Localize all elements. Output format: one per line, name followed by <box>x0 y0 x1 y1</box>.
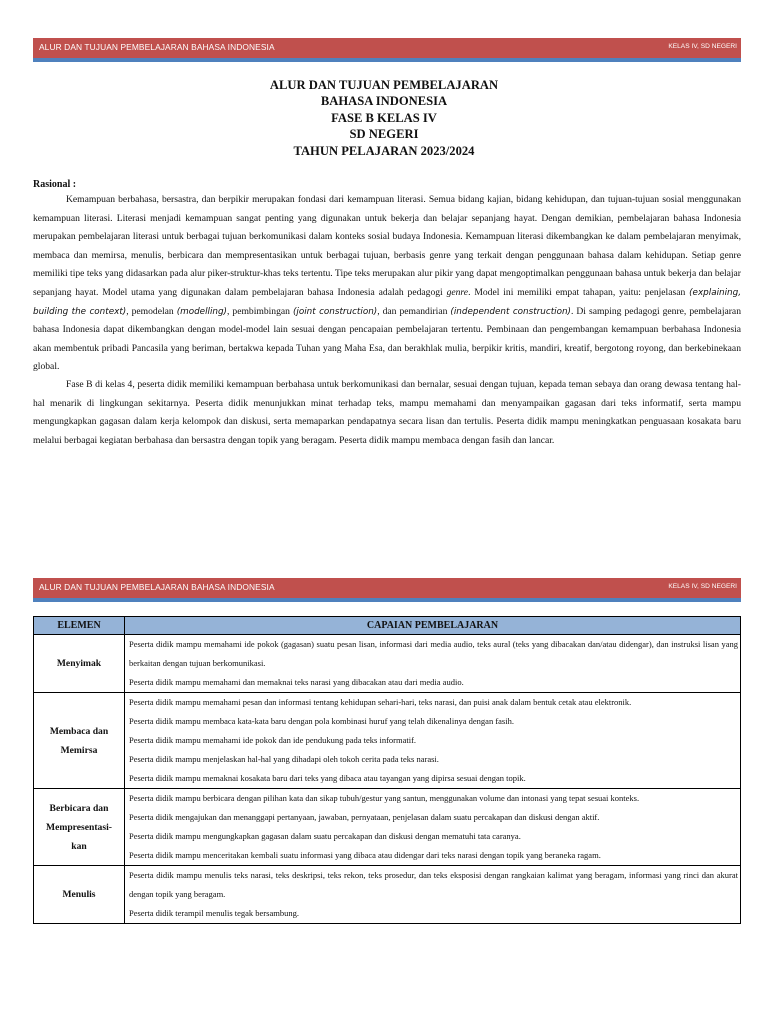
element-name: kan <box>71 840 87 852</box>
capaian-item: Peserta didik mampu memahami ide pokok dan ide pendukung pada teks informatif. <box>129 735 417 745</box>
col-header-capaian: CAPAIAN PEMBELAJARAN <box>125 617 741 635</box>
element-name: Mempresentasi- <box>46 821 112 833</box>
p1-text-d: , pembimbingan <box>227 305 290 317</box>
capaian-item: Peserta didik mampu memahami ide pokok (gagasan) suatu pesan lisan, informasi dari media audio, teks aural (teks yang dibacakan dan/atau didengar), dan instruksi lisan yang berkaitan dengan tujuan berkomunikasi. <box>129 639 738 668</box>
element-cell <box>34 635 125 693</box>
capaian-cell <box>125 635 741 693</box>
element-name: Memirsa <box>60 744 98 756</box>
rasional-heading: Rasional : <box>33 179 77 190</box>
rasional-paragraph-1 <box>33 191 741 377</box>
capaian-item: Peserta didik mengajukan dan menanggapi pertanyaan, jawaban, pernyataan, penjelasan dalam suatu percakapan dan diskusi dengan aktif. <box>129 812 600 822</box>
element-cell <box>34 693 125 789</box>
p1-italic-3: (joint construction) <box>292 306 378 317</box>
col-header-elemen: ELEMEN <box>34 617 125 635</box>
table-row-berbicara <box>34 789 741 866</box>
capaian-item: Peserta didik mampu mengungkapkan gagasan dalam suatu percakapan dan diskusi dengan mematuhi tata caranya. <box>129 831 521 841</box>
element-name: Berbicara dan <box>49 802 109 814</box>
header-underline <box>33 58 741 62</box>
p1-text-f: . Di samping pedagogi genre, pembelajaran bahasa Indonesia dapat dikembangkan dengan model-model lain sesuai dengan pencapaian pembelajaran tertentu. Pembinaan dan pengembangan kemampuan berbahasa Indonesia akan membentuk pribadi Pancasila yang beriman, bertakwa kepada Tuhan yang Maha Esa, dan berakhlak mulia, berpikir kritis, mandiri, kreatif, bergotong royong, dan berkebinekaan global. <box>33 305 741 373</box>
p1-italic-2: (modelling) <box>176 306 227 317</box>
title-line-4: SD NEGERI <box>349 127 419 142</box>
capaian-item: Peserta didik terampil menulis tegak bersambung. <box>129 908 299 918</box>
p1-text-c: , pemodelan <box>126 305 174 317</box>
p1-italic-4: (independent construction) <box>450 306 571 317</box>
page-header-band <box>33 38 741 58</box>
capaian-item: Peserta didik mampu menceritakan kembali suatu informasi yang dibaca atau didengar dari teks narasi dengan topik yang beraneka ragam. <box>129 850 601 860</box>
capaian-table <box>33 616 741 924</box>
p1-text-a: Kemampuan berbahasa, bersastra, dan berpikir merupakan fondasi dari kemampuan literasi. Semua bidang kajian, bidang kehidupan, dan tujuan-tujuan sosial menggunakan kemampuan literasi. Literasi menjadi kemampuan sangat penting yang digunakan untuk bekerja dan belajar sepanjang hayat. Dengan demikian, pembelajaran bahasa Indonesia merupakan pembelajaran literasi untuk berbagai tujuan berkomunikasi dalam konteks sosial budaya Indonesia. Kemampuan literasi dikembangkan ke dalam pembelajaran menyimak, membaca dan memirsa, menulis, berbicara dan mempresentasikan untuk berbagai tujuan, berbasis genre yang terkait dengan penggunaan bahasa dalam kehidupan. Setiap genre memiliki tipe teks yang didasarkan pada alur piker-struktur-khas teks tertentu. Tipe teks merupakan alur pikir yang dapat mengoptimalkan penggunaan bahasa untuk bekerja dan belajar sepanjang hayat. Model utama yang digunakan dalam pembelajaran bahasa Indonesia adalah pedagogi <box>33 194 741 298</box>
p1-italic-1: (explaining, building the context) <box>33 287 742 317</box>
capaian-item: Peserta didik mampu memaknai kosakata baru dari teks yang dibaca atau tayangan yang dipirsa sesuai dengan topik. <box>129 773 526 783</box>
page-header-band-2 <box>33 578 741 598</box>
capaian-item: Peserta didik mampu memahami dan memaknai teks narasi yang dibacakan atau dari media audio. <box>129 677 464 687</box>
title-line-1: ALUR DAN TUJUAN PEMBELAJARAN <box>269 78 499 92</box>
header-underline-2 <box>33 598 741 602</box>
document-title <box>0 77 768 159</box>
capaian-cell <box>125 789 741 866</box>
header-class-2: KELAS IV, SD NEGERI <box>668 583 737 590</box>
table-header-row <box>34 617 741 635</box>
capaian-item: Peserta didik mampu membaca kata-kata baru dengan pola kombinasi huruf yang telah dikenalinya dengan fasih. <box>129 716 514 726</box>
element-name: Menulis <box>62 889 96 900</box>
capaian-cell <box>125 693 741 789</box>
capaian-item: Peserta didik mampu berbicara dengan pilihan kata dan sikap tubuh/gestur yang santun, menggunakan volume dan intonasi yang tepat sesuai konteks. <box>129 793 640 803</box>
element-cell <box>34 866 125 924</box>
capaian-item: Peserta didik mampu memahami pesan dan informasi tentang kehidupan sehari-hari, teks narasi, dan puisi anak dalam bentuk cetak atau elektronik. <box>129 697 632 707</box>
element-cell <box>34 789 125 866</box>
title-line-3: FASE B KELAS IV <box>331 110 437 125</box>
title-line-2: BAHASA INDONESIA <box>320 94 448 109</box>
header-title: ALUR DAN TUJUAN PEMBELAJARAN BAHASA INDONESIA <box>39 42 275 52</box>
rasional-paragraph-2: Fase B di kelas 4, peserta didik memiliki kemampuan berbahasa untuk berkomunikasi dan bernalar, sesuai dengan tujuan, kepada teman sebaya dan orang dewasa tentang hal-hal menarik di lingkungan sekitarnya. Peserta didik menunjukkan minat terhadap teks, mampu memahami dan menyampaikan gagasan dari teks informatif, serta mampu mengungkapkan gagasan dalam kerja kelompok dan diskusi, serta memaparkan pendapatnya secara lisan dan tertulis. Peserta didik mampu meningkatkan penguasaan kosakata baru melalui berbagai kegiatan berbahasa dan bersastra dengan topik yang beragam. Peserta didik mampu membaca dengan fasih dan lancar. <box>33 379 741 446</box>
element-name: Membaca dan <box>49 725 109 737</box>
element-name: Menyimak <box>56 658 102 669</box>
table-row-membaca <box>34 693 741 789</box>
header-title-2: ALUR DAN TUJUAN PEMBELAJARAN BAHASA INDONESIA <box>39 582 275 592</box>
p1-text-b: . Model ini memiliki empat tahapan, yaitu: penjelasan <box>468 286 686 298</box>
p1-genre: genre <box>446 286 469 298</box>
table-row-menulis <box>34 866 741 924</box>
header-class: KELAS IV, SD NEGERI <box>668 43 737 50</box>
capaian-item: Peserta didik mampu menjelaskan hal-hal yang dihadapi oleh tokoh cerita pada teks narasi. <box>129 754 439 764</box>
p1-text-e: , dan pemandirian <box>377 305 448 317</box>
capaian-item: Peserta didik mampu menulis teks narasi, teks deskripsi, teks rekon, teks prosedur, dan teks eksposisi dengan rangkaian kalimat yang beragam, informasi yang rinci dan akurat dengan topik yang beragam. <box>129 870 738 899</box>
table-row-menyimak <box>34 635 741 693</box>
title-line-5: TAHUN PELAJARAN 2023/2024 <box>293 143 475 158</box>
capaian-cell <box>125 866 741 924</box>
